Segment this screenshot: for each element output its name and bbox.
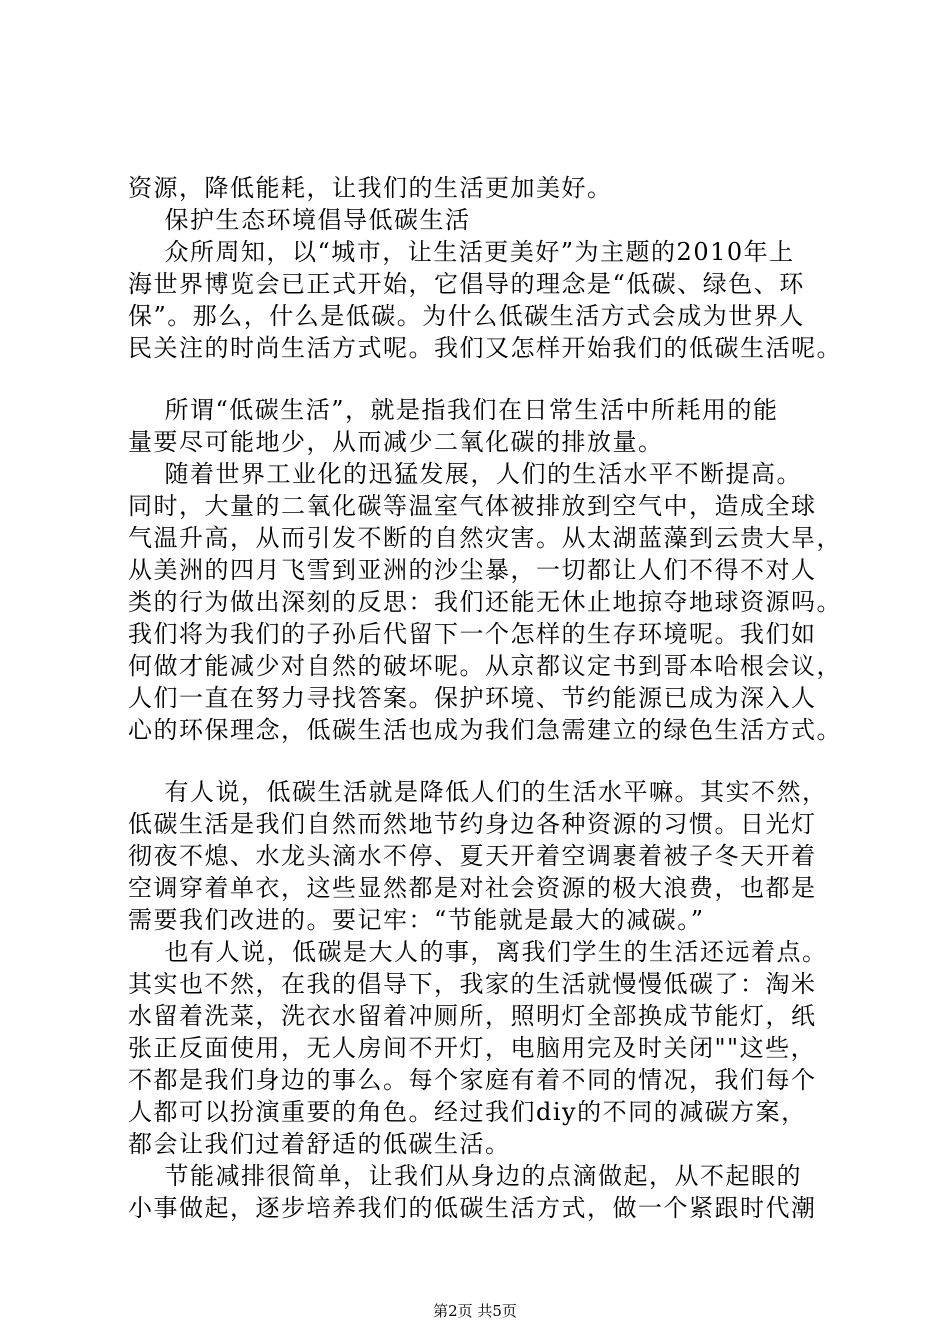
paragraph-line: 水留着洗菜，洗衣水留着冲厕所，照明灯全部换成节能灯，纸: [128, 1002, 817, 1030]
paragraph-line: 节能减排很简单，让我们从身边的点滴做起，从不起眼的: [128, 1162, 803, 1190]
page-number-footer: 第2页 共5页: [433, 1302, 517, 1320]
paragraph-line: 资源，降低能耗，让我们的生活更加美好。: [128, 174, 613, 202]
paragraph-line: 同时，大量的二氧化碳等温室气体被排放到空气中，造成全球: [128, 492, 817, 520]
paragraph-line: 需要我们改进的。要记牢：“节能就是最大的减碳。”: [128, 906, 705, 934]
section-title: 保护生态环境倡导低碳生活: [128, 206, 471, 234]
paragraph-line: 众所周知，以“城市，让生活更美好”为主题的2010年上: [128, 238, 795, 266]
paragraph-line: 心的环保理念，低碳生活也成为我们急需建立的绿色生活方式。: [128, 716, 842, 744]
paragraph-line: 量要尽可能地少，从而减少二氧化碳的排放量。: [128, 428, 664, 456]
paragraph-line: 保”。那么，什么是低碳。为什么低碳生活方式会成为世界人: [128, 302, 805, 330]
paragraph-line: 都会让我们过着舒适的低碳生活。: [128, 1130, 511, 1158]
paragraph-line: 海世界博览会已正式开始，它倡导的理念是“低碳、绿色、环: [128, 270, 805, 298]
paragraph-line: 低碳生活是我们自然而然地节约身边各种资源的习惯。日光灯: [128, 810, 817, 838]
paragraph-line: 随着世界工业化的迅猛发展，人们的生活水平不断提高。: [128, 460, 803, 488]
paragraph-line: 空调穿着单衣，这些显然都是对社会资源的极大浪费，也都是: [128, 874, 817, 902]
paragraph-line: 气温升高，从而引发不断的自然灾害。从太湖蓝藻到云贵大旱，: [128, 524, 842, 552]
paragraph-line: 人们一直在努力寻找答案。保护环境、节约能源已成为深入人: [128, 684, 817, 712]
paragraph-line: 小事做起，逐步培养我们的低碳生活方式，做一个紧跟时代潮: [128, 1194, 817, 1222]
paragraph-line: 人都可以扮演重要的角色。经过我们diy的不同的减碳方案，: [128, 1098, 807, 1126]
paragraph-line: 其实也不然，在我的倡导下，我家的生活就慢慢低碳了：淘米: [128, 970, 817, 998]
paragraph-line: 从美洲的四月飞雪到亚洲的沙尘暴，一切都让人们不得不对人: [128, 556, 817, 584]
paragraph-line: 张正反面使用，无人房间不开灯，电脑用完及时关闭""这些，: [128, 1034, 817, 1062]
paragraph-line: 也有人说，低碳是大人的事，离我们学生的生活还远着点。: [128, 938, 828, 966]
paragraph-line: 所谓“低碳生活”，就是指我们在日常生活中所耗用的能: [128, 396, 779, 424]
paragraph-line: 何做才能减少对自然的破坏呢。从京都议定书到哥本哈根会议，: [128, 652, 842, 680]
paragraph-line: 彻夜不熄、水龙头滴水不停、夏天开着空调裹着被子冬天开着: [128, 842, 817, 870]
paragraph-line: 我们将为我们的子孙后代留下一个怎样的生存环境呢。我们如: [128, 620, 817, 648]
paragraph-line: 民关注的时尚生活方式呢。我们又怎样开始我们的低碳生活呢。: [128, 334, 842, 362]
paragraph-line: 类的行为做出深刻的反思：我们还能无休止地掠夺地球资源吗。: [128, 588, 842, 616]
paragraph-line: 有人说，低碳生活就是降低人们的生活水平嘛。其实不然，: [128, 778, 828, 806]
paragraph-line: 不都是我们身边的事么。每个家庭有着不同的情况，我们每个: [128, 1066, 817, 1094]
